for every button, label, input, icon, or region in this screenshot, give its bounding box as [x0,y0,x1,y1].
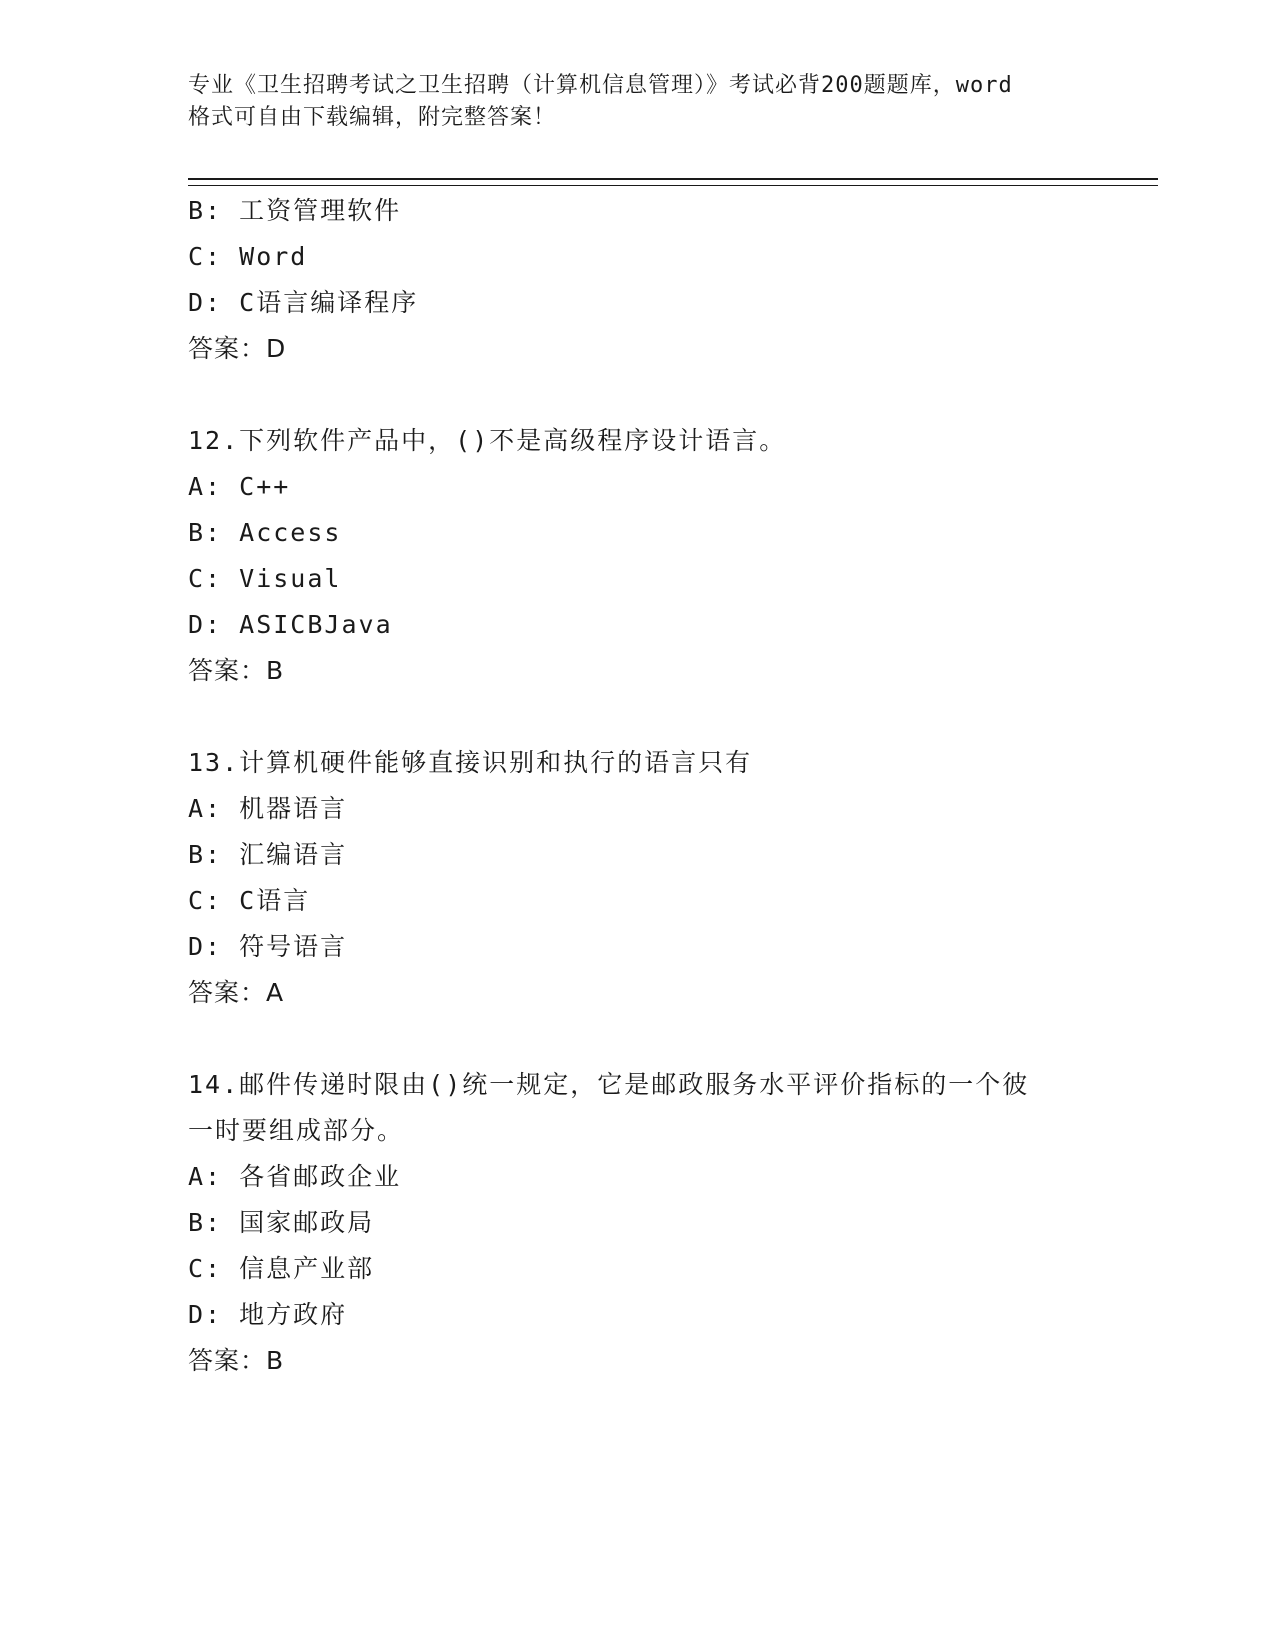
option-c: C: Visual [188,564,342,593]
option-a: A: 各省邮政企业 [188,1162,402,1191]
option-a: A: C++ [188,472,291,501]
option-b: B: 工资管理软件 [188,196,402,225]
option-c: C: 信息产业部 [188,1254,375,1283]
answer-line: 答案：A [188,978,285,1007]
question-spacer [188,1016,1158,1062]
page-header [188,70,1148,134]
option-d: D: 符号语言 [188,932,348,961]
question-spacer [188,694,1158,740]
question-stem: 14.邮件传递时限由()统一规定，它是邮政服务水平评价指标的一个彼 [188,1070,1030,1099]
question-list [188,188,1158,1384]
option-b: B: 国家邮政局 [188,1208,375,1237]
question-14 [188,1062,1158,1384]
question-spacer [188,372,1158,418]
option-a: A: 机器语言 [188,794,348,823]
option-c: C: C语言 [188,886,311,915]
question-stem: 13.计算机硬件能够直接识别和执行的语言只有 [188,748,753,777]
option-c: C: Word [188,242,308,271]
option-d: D: ASICBJava [188,610,393,639]
option-d: D: 地方政府 [188,1300,348,1329]
header-line-2: 格式可自由下载编辑，附完整答案！ [188,105,557,130]
header-line-1: 专业《卫生招聘考试之卫生招聘（计算机信息管理）》考试必背200题题库，word [188,73,1013,98]
option-d: D: C语言编译程序 [188,288,419,317]
option-b: B: 汇编语言 [188,840,348,869]
question-13 [188,740,1158,1016]
question-stem-continued: 一时要组成部分。 [188,1116,405,1145]
answer-line: 答案：D [188,334,287,363]
question-12 [188,418,1158,694]
option-b: B: Access [188,518,342,547]
answer-line: 答案：B [188,1346,285,1375]
header-divider [188,178,1158,186]
question-carryover [188,188,1158,372]
question-stem: 12.下列软件产品中，()不是高级程序设计语言。 [188,426,787,455]
answer-line: 答案：B [188,656,285,685]
